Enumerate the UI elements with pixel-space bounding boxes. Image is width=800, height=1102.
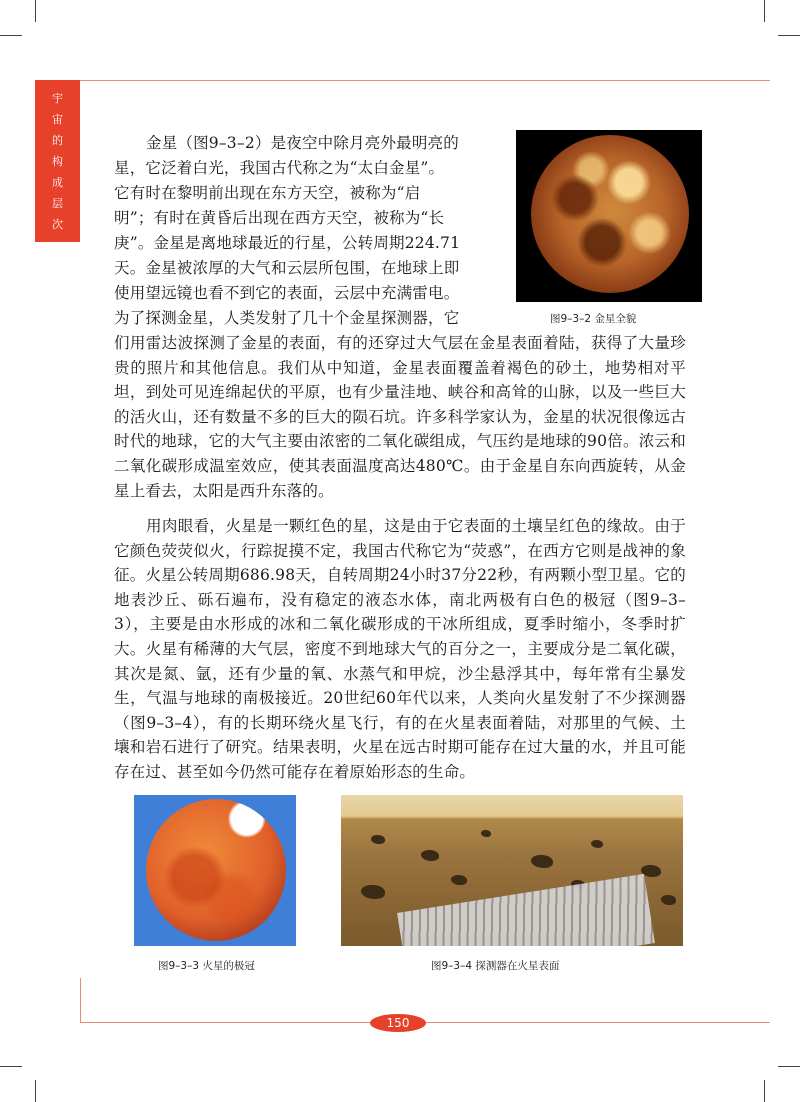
crop-mark <box>0 1066 22 1067</box>
side-tab-char: 宙 <box>52 113 63 126</box>
crop-mark <box>764 1080 765 1102</box>
crop-mark <box>35 1080 36 1102</box>
crop-mark <box>778 1066 800 1067</box>
mars-surface-image <box>341 795 683 946</box>
venus-line: 使用望远镜也看不到它的表面，云层中充满雷电。 <box>114 284 460 302</box>
venus-line: 天。金星被浓厚的大气和云层所包围，在地球上即 <box>114 259 460 277</box>
figure-caption: 图9–3–3 火星的极冠 <box>158 960 255 972</box>
venus-line: 金星（图9–3–2）是夜空中除月亮外最明亮的 <box>146 134 459 152</box>
venus-line: 星，它泛着白光，我国古代称之为“太白金星”。 <box>114 159 445 177</box>
figure-caption: 图9–3–2 金星全貌 <box>550 313 637 325</box>
crop-mark <box>764 0 765 22</box>
side-tab-char: 的 <box>52 134 63 147</box>
rock <box>371 835 385 844</box>
mars-polar-cap-image <box>134 795 296 946</box>
venus-globe <box>531 135 689 293</box>
side-tab-char: 宇 <box>52 92 63 105</box>
crop-mark <box>778 35 800 36</box>
side-tab-char: 层 <box>52 197 63 210</box>
rock <box>361 885 385 899</box>
side-tab-char: 构 <box>52 155 63 168</box>
crop-mark <box>35 0 36 22</box>
rock <box>661 895 676 905</box>
rock <box>421 850 439 861</box>
rock <box>591 840 603 848</box>
rock <box>451 875 467 885</box>
venus-line: 明”；有时在黄昏后出现在西方天空，被称为“长 <box>114 209 445 227</box>
figure-caption: 图9–3–4 探测器在火星表面 <box>431 960 560 972</box>
crop-mark <box>0 35 22 36</box>
lander-solar-panel <box>397 874 655 946</box>
chapter-side-tab <box>35 80 80 242</box>
rock <box>481 830 491 837</box>
header-rule <box>80 80 770 81</box>
mars-paragraph: 用肉眼看，火星是一颗红色的星，这是由于它表面的土壤呈红色的缘故。由于它颜色荧荧似火，行踪捉摸不定，我国古代称它为“荧惑”，在西方它则是战神的象征。火星公转周期686.98天，自转周期24小时37分22秒，有两颗小型卫星。它的地表沙丘、砾石遍布，没有稳定的液态水体，南北两极有白色的极冠（图9–3–3），主要是由水形成的冰和二氧化碳形成的干冰所组成，夏季时缩小，冬季时扩大。火星有稀薄的大气层，密度不到地球大气的百分之一，主要成分是二氧化碳，其次是氮、氩，还有少量的氧、水蒸气和甲烷，沙尘悬浮其中，每年常有尘暴发生，气温与地球的南极接近。20世纪60年代以来，人类向火星发射了不少探测器（图9–3–4），有的长期环绕火星飞行，有的在火星表面着陆，对那里的气候、土壤和岩石进行了研究。结果表明，火星在远古时期可能存在过大量的水，并且可能存在过、甚至如今仍然可能存在着原始形态的生命。 <box>114 517 686 781</box>
mars-globe <box>146 799 286 941</box>
page-number: 150 <box>370 1014 426 1032</box>
venus-continuation: 们用雷达波探测了金星的表面，有的还穿过大气层在金星表面着陆，获得了大量珍贵的照片和其他信息。我们从中知道，金星表面覆盖着褐色的砂土，地势相对平坦，到处可见连绵起伏的平原，也有少量洼地、峡谷和高耸的山脉，以及一些巨大的活火山，还有数量不多的巨大的陨石坑。许多科学家认为，金星的状况很像远古时代的地球，它的大气主要由浓密的二氧化碳组成，气压约是地球的90倍。浓云和二氧化碳形成温室效应，使其表面温度高达480℃。由于金星自东向西旋转，从金星上看去，太阳是西升东落的。 <box>114 334 686 500</box>
rock <box>531 855 553 868</box>
venus-image <box>516 130 702 302</box>
venus-line: 庚”。金星是离地球最近的行星，公转周期224.71 <box>114 234 461 252</box>
footer-rule <box>80 978 81 1023</box>
side-tab-char: 次 <box>52 218 63 231</box>
venus-line: 为了探测金星，人类发射了几十个金星探测器，它 <box>114 309 460 327</box>
venus-line: 它有时在黎明前出现在东方天空，被称为“启 <box>114 184 421 202</box>
side-tab-char: 成 <box>52 176 63 189</box>
